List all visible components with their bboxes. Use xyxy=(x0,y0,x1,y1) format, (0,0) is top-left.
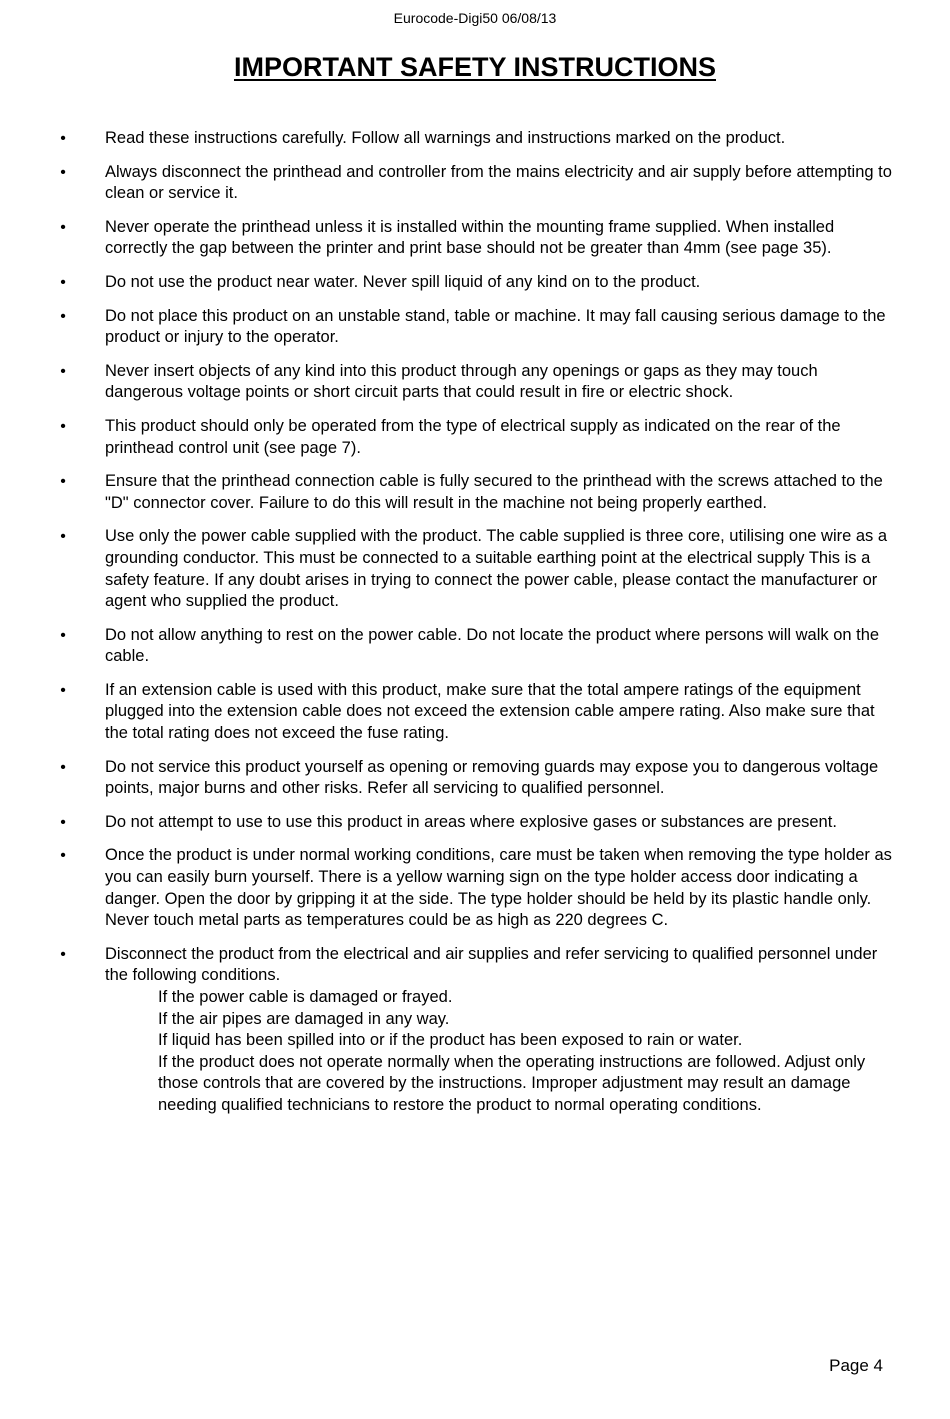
condition-item: If the air pipes are damaged in any way. xyxy=(158,1009,450,1028)
instruction-item xyxy=(0,471,950,514)
instruction-item xyxy=(0,625,950,668)
bullet-icon: • xyxy=(60,813,66,831)
bullet-icon: • xyxy=(60,307,66,325)
page-title: IMPORTANT SAFETY INSTRUCTIONS xyxy=(233,52,716,82)
instruction-item xyxy=(0,526,950,612)
instruction-item xyxy=(0,361,950,404)
instruction-item xyxy=(0,757,950,800)
instruction-text: Do not attempt to use to use this product in areas where explosive gases or substances are present. xyxy=(105,812,837,831)
instruction-item xyxy=(0,217,950,260)
instruction-item-disconnect-conditions xyxy=(0,944,950,1117)
condition-item: If liquid has been spilled into or if the product has been exposed to rain or water. xyxy=(158,1031,743,1050)
instruction-item xyxy=(0,416,950,459)
instruction-text: Disconnect the product from the electrical and air supplies and refer servicing to qualified personnel under the following conditions. xyxy=(105,944,878,985)
instruction-item xyxy=(0,306,950,349)
bullet-icon: • xyxy=(60,473,66,491)
instruction-item xyxy=(0,845,950,931)
instruction-item xyxy=(0,272,950,294)
bullet-icon: • xyxy=(60,362,66,380)
document-reference: Eurocode-Digi50 06/08/13 xyxy=(393,10,557,26)
instruction-text: Ensure that the printhead connection cable is fully secured to the printhead with the screws attached to the "D" connector cover. Failure to do this will result in the machine not being properly earthed. xyxy=(105,472,883,512)
instruction-text: Use only the power cable supplied with the product. The cable supplied is three core, utilising one wire as a grounding conductor. This must be connected to a suitable earthing point at the electrical supply This is a safety feature. If any doubt arises in trying to connect the power cable, please contact the manufacturer or agent who supplied the product. xyxy=(105,527,888,611)
instruction-item xyxy=(0,162,950,205)
instruction-item xyxy=(0,680,950,745)
condition-item: If the power cable is damaged or frayed. xyxy=(158,988,453,1006)
instruction-text: Do not use the product near water. Never spill liquid of any kind on to the product. xyxy=(105,272,701,291)
bullet-icon: • xyxy=(60,758,66,776)
condition-item: If the product does not operate normally when the operating instructions are followed. Adjust only those controls that are covered by the instructions. Improper adjustment may result an damage needing qualified technicians to restore the product to normal operating conditions. xyxy=(158,1052,866,1114)
instruction-text: Once the product is under normal working conditions, care must be taken when removing the type holder as you can easily burn yourself. There is a yellow warning sign on the type holder access door indicating a danger. Open the door by gripping it at the side. The type holder should be held by its plastic handle only. Never touch metal parts as temperatures could be as high as 220 degrees C. xyxy=(105,846,892,930)
instruction-item xyxy=(0,812,950,834)
bullet-icon: • xyxy=(60,626,66,644)
bullet-icon: • xyxy=(60,847,66,865)
bullet-icon: • xyxy=(60,273,66,291)
bullet-icon: • xyxy=(60,218,66,236)
instruction-text: This product should only be operated from the type of electrical supply as indicated on the rear of the printhead control unit (see page 7). xyxy=(105,416,841,457)
bullet-icon: • xyxy=(60,681,66,699)
bullet-icon: • xyxy=(60,163,66,181)
bullet-icon: • xyxy=(60,417,66,435)
page-number: Page 4 xyxy=(829,1356,883,1375)
instruction-item xyxy=(0,128,950,150)
safety-instructions-list xyxy=(0,128,950,1129)
bullet-icon: • xyxy=(60,130,66,147)
instruction-text: Never operate the printhead unless it is installed within the mounting frame supplied. When installed correctly the gap between the printer and print base should not be greater than 4mm (see page 35). xyxy=(105,217,835,258)
bullet-icon: • xyxy=(60,528,66,546)
instruction-text: Read these instructions carefully. Follow all warnings and instructions marked on the product. xyxy=(105,129,786,147)
instruction-text: If an extension cable is used with this product, make sure that the total ampere ratings of the equipment plugged into the extension cable does not exceed the extension cable ampere rating. Also make sure that the total rating does not exceed the fuse rating. xyxy=(105,680,875,743)
instruction-text: Do not allow anything to rest on the power cable. Do not locate the product where persons will walk on the cable. xyxy=(105,625,880,666)
conditions-list xyxy=(105,987,900,1117)
instruction-text: Always disconnect the printhead and controller from the mains electricity and air supply before attempting to clean or service it. xyxy=(105,162,892,203)
bullet-icon: • xyxy=(60,945,66,963)
instruction-text: Never insert objects of any kind into this product through any openings or gaps as they may touch dangerous voltage points or short circuit parts that could result in fire or electric shock. xyxy=(105,361,818,402)
instruction-text: Do not place this product on an unstable stand, table or machine. It may fall causing serious damage to the product or injury to the operator. xyxy=(105,306,886,347)
instruction-text: Do not service this product yourself as opening or removing guards may expose you to dangerous voltage points, major burns and other risks. Refer all servicing to qualified personnel. xyxy=(105,757,879,798)
